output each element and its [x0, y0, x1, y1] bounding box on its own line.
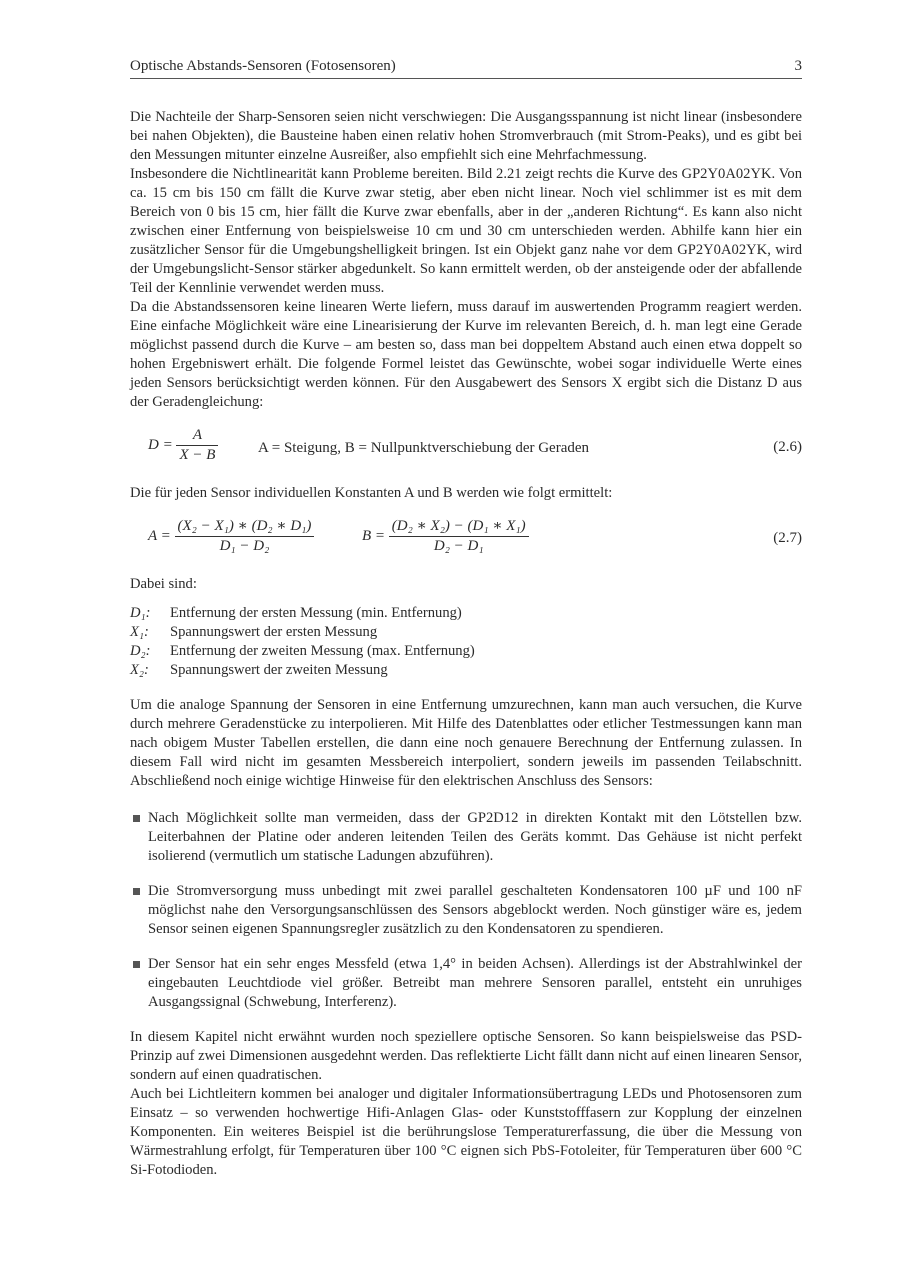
paragraph: In diesem Kapitel nicht erwähnt wurden noch speziellere optische Sensoren. So kann beispielsweise das PSD-Prinzip auf zwei Dimensionen ausgedehnt werden. Das reflektierte Licht fällt dann nicht auf einen linearen Sensor, sondern auf einen quadratischen.: [130, 1029, 802, 1083]
eq-lhs-a: A =: [148, 527, 171, 544]
eq-lhs: D =: [148, 436, 173, 453]
paragraph: Die für jeden Sensor individuellen Konstanten A und B werden wie folgt ermittelt:: [130, 485, 613, 501]
eq-fraction: [176, 426, 218, 465]
definition-item: [130, 604, 802, 623]
definition-text: Entfernung der ersten Messung (min. Entfernung): [170, 605, 462, 621]
page-body: [130, 108, 802, 1180]
paragraph: Da die Abstandssensoren keine linearen Werte liefern, muss darauf im auswertenden Programm reagiert werden. Eine einfache Möglichkeit wäre eine Linearisierung der Kurve im relevanten Bereich, d. h. man legt eine Gerade möglichst passend durch die Kurve – am besten so, dass man bei doppeltem Abstand auch einen etwa doppelt so hohen Ergebniswert erhält. Die folgende Formel leistet das Gewünschte, wobei sogar individuelle Werte eines jeden Sensors berücksichtigt werden können. Für den Ausgabewert des Sensors X ergibt sich die Distanz D aus der Geradengleichung:: [130, 299, 802, 410]
page-number: 3: [794, 58, 802, 74]
page-header: [130, 56, 802, 79]
definition-list: [130, 604, 802, 680]
list-item: [130, 955, 802, 1012]
definition-symbol: D₁:: [130, 605, 151, 621]
eq-denominator-b: D₂ − D₁: [433, 538, 484, 554]
definition-text: Spannungswert der ersten Messung: [170, 624, 378, 640]
list-item-text: Nach Möglichkeit sollte man vermeiden, dass der GP2D12 in direkten Kontakt mit den Lötstellen bzw. Leiterbahnen der Platine oder anderen leitenden Teilen des Geräts kommt. Das Gehäuse ist nicht perfekt isolierend (vermutlich um statische Ladungen abzuführen).: [148, 810, 802, 864]
paragraph: Insbesondere die Nichtlinearität kann Probleme bereiten. Bild 2.21 zeigt rechts die Kurve des GP2Y0A02YK. Von ca. 15 cm bis 150 cm fällt die Kurve zwar stetig, aber eben nicht linear. Noch viel schlimmer ist es mit dem Bereich von 0 bis 15 cm, hier fällt die Kurve zwar ebenfalls, aber in der „anderen Richtung“. Es kann also nicht zwischen einer Entfernung von beispielsweise 10 cm und 30 cm unterschieden werden. Abhilfe kann hier ein zusätzlicher Sensor für die Umgebungshelligkeit bringen. Ist ein Objekt ganz nahe vor dem GP2Y0A02YK, wird der Umgebungslicht-Sensor stärker abgedunkelt. So kann ermittelt werden, ob der ansteigende oder der abfallende Teil der Kennlinie verwendet werden muss.: [130, 166, 802, 296]
definition-symbol: X₂:: [130, 662, 149, 678]
eq-numerator-b: (D₂ ∗ X₂) − (D₁ ∗ X₁): [389, 517, 529, 537]
equation-number: (2.6): [773, 439, 802, 455]
definition-symbol: X₁:: [130, 624, 149, 640]
paragraph: Um die analoge Spannung der Sensoren in eine Entfernung umzurechnen, kann man auch versuchen, die Kurve durch mehrere Geradenstücke zu interpolieren. Mit Hilfe des Datenblattes oder etlicher Testmessungen kann man nach obigem Muster Tabellen erstellen, die dann eine noch genauere Berechnung der Entfernung zulassen. In diesem Fall wird nicht im gesamten Messbereich interpoliert, sondern jeweils im passenden Teilabschnitt. Abschließend noch einige wichtige Hinweise für den elektrischen Anschluss des Sensors:: [130, 697, 802, 789]
eq-lhs-b: B =: [362, 527, 386, 544]
eq-fraction-a: [175, 517, 315, 556]
square-bullet-icon: [133, 815, 140, 822]
definition-item: [130, 661, 802, 680]
running-title: Optische Abstands-Sensoren (Fotosensoren): [130, 58, 396, 74]
list-item: [130, 882, 802, 939]
definition-text: Entfernung der zweiten Messung (max. Entfernung): [170, 643, 475, 659]
eq-denominator-a: D₁ − D₂: [219, 538, 270, 554]
list-item-text: Die Stromversorgung muss unbedingt mit zwei parallel geschalteten Kondensatoren 100 µF und 100 nF möglichst nahe den Versorgungsanschlüssen des Sensors abgeblockt werden. Noch günstiger wäre es, jedem Sensor seinen eigenen Spannungsregler zusätzlich zu den Kondensatoren zu spendieren.: [148, 883, 802, 937]
eq-numerator-a: (X₂ − X₁) ∗ (D₂ ∗ D₁): [175, 517, 315, 537]
paragraph: Dabei sind:: [130, 576, 197, 592]
definition-item: [130, 642, 802, 661]
square-bullet-icon: [133, 888, 140, 895]
eq-fraction-b: [389, 517, 529, 556]
bullet-list: [130, 809, 802, 1012]
paragraph: Auch bei Lichtleitern kommen bei analoger und digitaler Informationsübertragung LEDs und Photosensoren zum Einsatz – so verwenden hochwertige Hifi-Anlagen Glas- oder Kunststofffasern zur Kopplung der einzelnen Komponenten. Ein weiteres Beispiel ist die berührungslose Temperaturerfassung, die über die Messung von Wärmestrahlung erfolgt, für Temperaturen über 100 °C eignen sich PbS-Fotoleiter, für Temperaturen über 600 °C Si-Fotodioden.: [130, 1086, 802, 1178]
eq-explanation: A = Steigung, B = Nullpunktverschiebung der Geraden: [258, 440, 590, 456]
list-item: [130, 809, 802, 866]
equation-2-6: [130, 426, 802, 470]
eq-numerator: A: [176, 426, 218, 446]
definition-symbol: D₂:: [130, 643, 151, 659]
definition-item: [130, 623, 802, 642]
definition-text: Spannungswert der zweiten Messung: [170, 662, 388, 678]
paragraph: Die Nachteile der Sharp-Sensoren seien nicht verschwiegen: Die Ausgangsspannung ist nicht linear (insbesondere bei nahen Objekten), die Bausteine haben einen relativ hohen Stromverbrauch (mit Strom-Peaks), und es gibt bei den Messungen mitunter einzelne Ausreißer, also empfiehlt sich eine Mehrfachmessung.: [130, 109, 802, 163]
square-bullet-icon: [133, 961, 140, 968]
eq-denominator: X − B: [179, 447, 216, 463]
list-item-text: Der Sensor hat ein sehr enges Messfeld (etwa 1,4° in beiden Achsen). Allerdings ist der Abstrahlwinkel der eingebauten Leuchtdiode viel größer. Betreibt man mehrere Sensoren parallel, entsteht ein unruhiges Ausgangssignal (Schwebung, Interferenz).: [148, 956, 802, 1010]
equation-number: (2.7): [773, 530, 802, 546]
equation-2-7: [130, 517, 802, 561]
